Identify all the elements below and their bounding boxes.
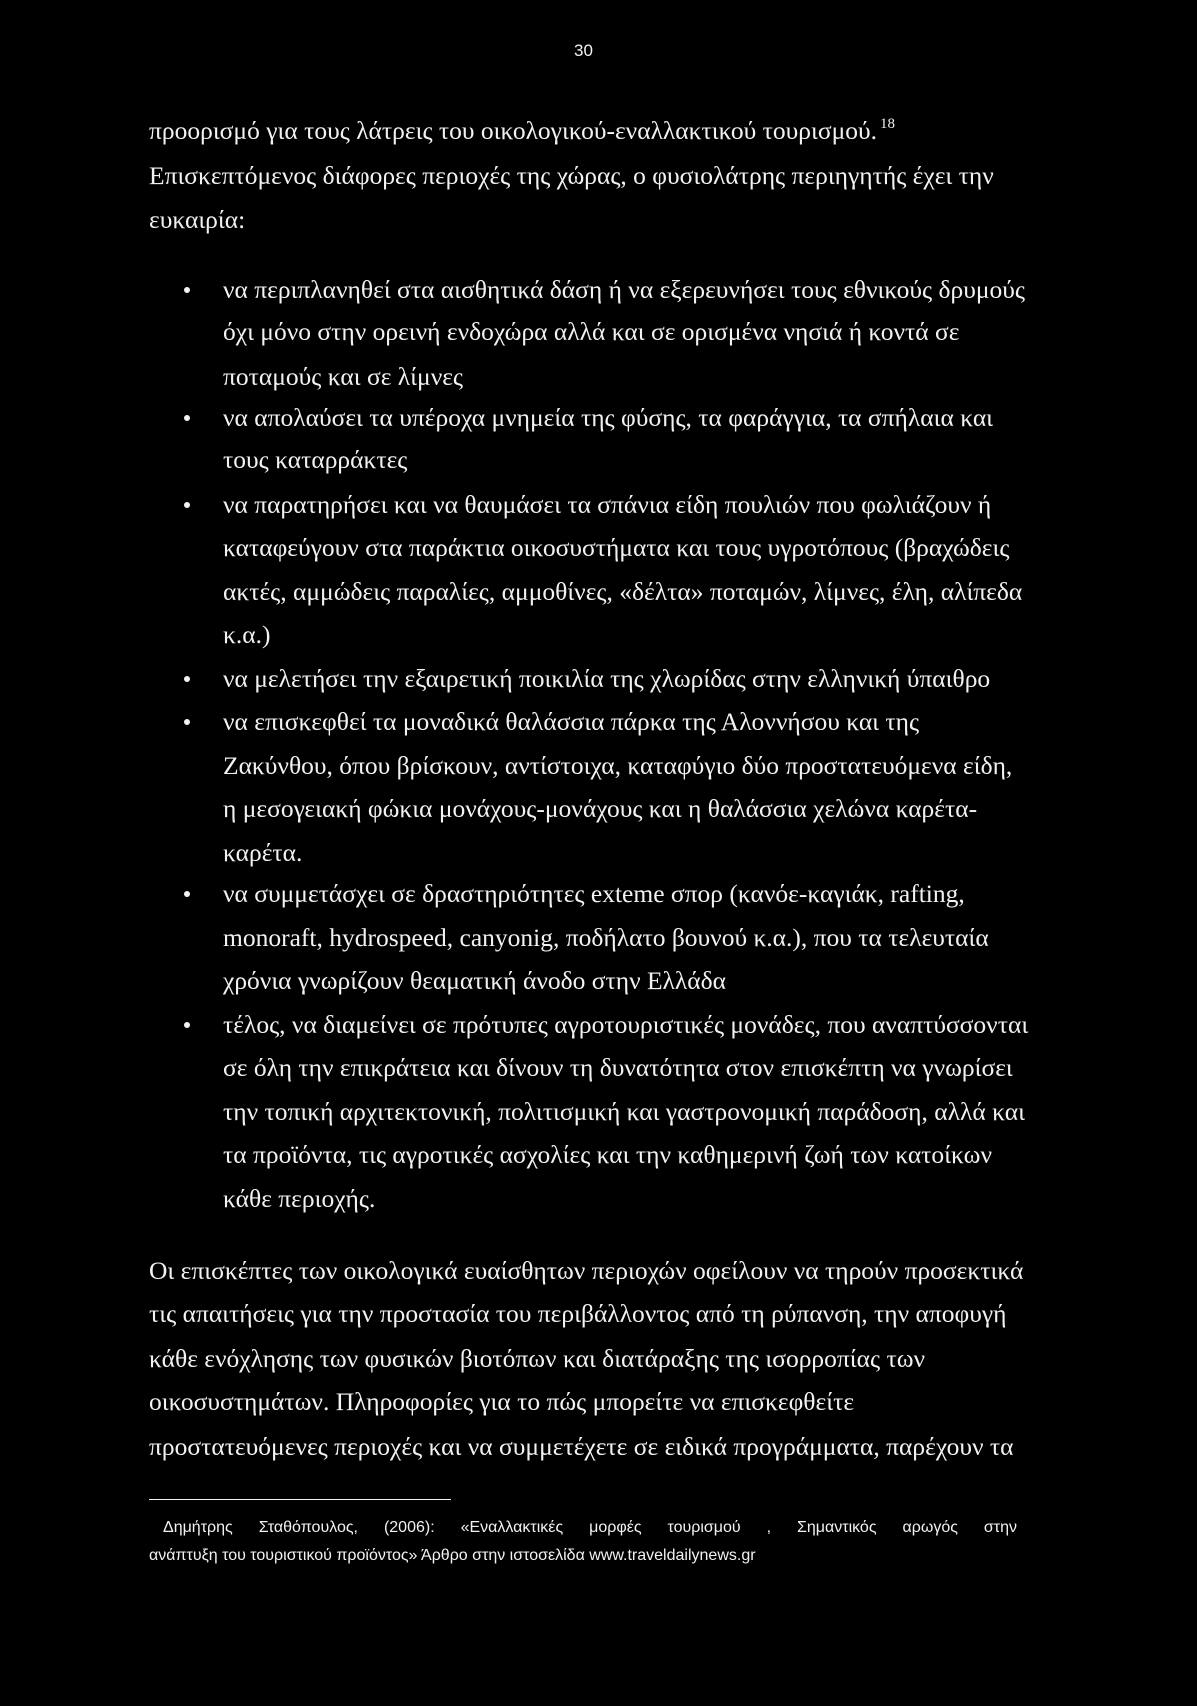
bullet-line: τέλος, να διαμείνει σε πρότυπες αγροτουριστικές μονάδες, που αναπτύσσονται [223, 1010, 1029, 1039]
footnote-line: Δημήτρης Σταθόπουλος, (2006): «Εναλλακτικές μορφές τουρισμού , Σημαντικός αρωγός στην [163, 1519, 1017, 1536]
bullet-icon [184, 1022, 190, 1028]
bullet-line: καρέτα. [223, 838, 303, 867]
bullet-icon [184, 287, 190, 293]
bullet-line: η μεσογειακή φώκια μονάχους-μονάχους και η θαλάσσια χελώνα καρέτα- [223, 794, 978, 823]
bullet-line: κ.α.) [223, 620, 271, 649]
footnote-ref: 18 [880, 116, 896, 132]
bullet-line: να μελετήσει την εξαιρετική ποικιλία της χλωρίδας στην ελληνική ύπαιθρο [223, 664, 991, 693]
bullet-line: κάθε περιοχής. [223, 1184, 376, 1213]
paragraph-line: τις απαιτήσεις για την προστασία του περιβάλλοντος από τη ρύπανση, την αποφυγή [149, 1299, 1007, 1328]
footnote-line: ανάπτυξη του τουριστικού προϊόντος» Άρθρο στην ιστοσελίδα www.traveldailynews.gr [149, 1547, 756, 1564]
paragraph-line: οικοσυστημάτων. Πληροφορίες για το πώς μπορείτε να επισκεφθείτε [149, 1387, 855, 1416]
bullet-line: ακτές, αμμώδεις παραλίες, αμμοθίνες, «δέλτα» ποταμών, λίμνες, έλη, αλίπεδα [223, 577, 1023, 606]
bullet-line: την τοπική αρχιτεκτονική, πολιτισμική και γαστρονομική παράδοση, αλλά και [223, 1097, 1025, 1126]
bullet-line: τα προϊόντα, τις αγροτικές ασχολίες και την καθημερινή ζωή των κατοίκων [223, 1140, 992, 1169]
bullet-line: καταφεύγουν στα παράκτια οικοσυστήματα και τους υγροτόπους (βραχώδεις [223, 533, 1010, 562]
bullet-icon [184, 719, 190, 725]
intro-line [149, 116, 895, 150]
bullet-icon [184, 676, 190, 682]
paragraph-line: Οι επισκέπτες των οικολογικά ευαίσθητων περιοχών οφείλουν να τηρούν προσεκτικά [149, 1256, 1024, 1285]
bullet-line: monoraft, hydrospeed, canyonig, ποδήλατο βουνού κ.α.), που τα τελευταία [223, 923, 989, 952]
bullet-line: χρόνια γνωρίζουν θεαματική άνοδο στην Ελλάδα [223, 966, 727, 995]
bullet-line: τους καταρράκτες [223, 445, 408, 474]
paragraph-line: προστατευόμενες περιοχές και να συμμετέχετε σε ειδικά προγράμματα, παρέχουν τα [149, 1432, 1014, 1461]
bullet-line: να απολαύσει τα υπέροχα μνημεία της φύσης, τα φαράγγια, τα σπήλαια και [223, 403, 994, 432]
bullet-line: να περιπλανηθεί στα αισθητικά δάση ή να εξερευνήσει τους εθνικούς δρυμούς [223, 275, 1026, 304]
bullet-line: Ζακύνθου, όπου βρίσκουν, αντίστοιχα, καταφύγιο δύο προστατευόμενα είδη, [223, 751, 1013, 780]
bullet-line: ποταμούς και σε λίμνες [223, 362, 464, 391]
paragraph-line: κάθε ενόχλησης των φυσικών βιοτόπων και διατάραξης της ισορροπίας των [149, 1344, 926, 1373]
bullet-line: να επισκεφθεί τα μοναδικά θαλάσσια πάρκα της Αλοννήσου και της [223, 707, 920, 736]
intro-line: ευκαιρία: [149, 205, 246, 234]
page-number: 30 [574, 41, 593, 60]
bullet-line: σε όλη την επικράτεια και δίνουν τη δυνατότητα στον επισκέπτη να γνωρίσει [223, 1053, 1013, 1082]
bullet-line: να παρατηρήσει και να θαυμάσει τα σπάνια είδη πουλιών που φωλιάζουν ή [223, 490, 992, 519]
bullet-line: να συμμετάσχει σε δραστηριότητες exteme σπορ (κανόε-καγιάκ, rafting, [223, 879, 965, 908]
bullet-line: όχι μόνο στην ορεινή ενδοχώρα αλλά και σε ορισμένα νησιά ή κοντά σε [223, 317, 960, 346]
bullet-icon [184, 502, 190, 508]
intro-line: Επισκεπτόμενος διάφορες περιοχές της χώρας, ο φυσιολάτρης περιηγητής έχει την [149, 161, 994, 190]
footnote-rule [149, 1499, 451, 1500]
bullet-icon [184, 891, 190, 897]
intro-line-text: προορισμό για τους λάτρεις του οικολογικού-εναλλακτικού τουρισμού. [149, 116, 878, 145]
bullet-icon [184, 415, 190, 421]
